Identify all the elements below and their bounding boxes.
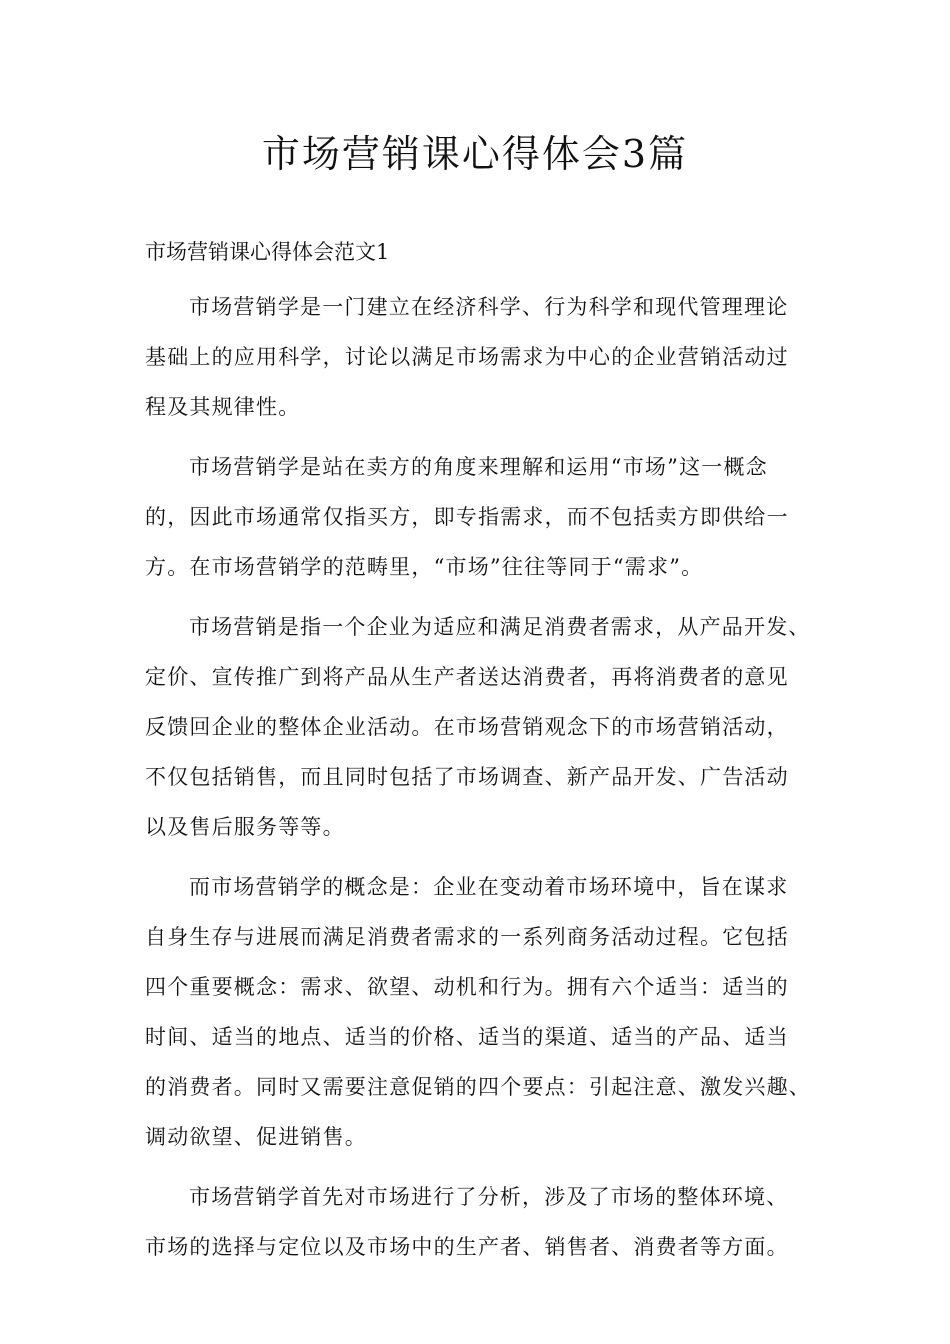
paragraph-line: 的，因此市场通常仅指买方，即专指需求，而不包括卖方即供给一 bbox=[145, 505, 789, 529]
paragraph-line: 以及售后服务等等。 bbox=[145, 815, 345, 839]
paragraph-line: 方。在市场营销学的范畴里，“市场”往往等同于“需求”。 bbox=[145, 555, 704, 579]
paragraph-line: 市场营销是指一个企业为适应和满足消费者需求，从产品开发、 bbox=[189, 615, 811, 639]
paragraph-line: 时间、适当的地点、适当的价格、适当的渠道、适当的产品、适当 bbox=[145, 1025, 789, 1049]
paragraph-2 bbox=[145, 442, 825, 592]
paragraph-line: 市场营销学首先对市场进行了分析，涉及了市场的整体环境、 bbox=[189, 1185, 789, 1209]
paragraph-line: 调动欲望、促进销售。 bbox=[145, 1125, 367, 1149]
document-title: 市场营销课心得体会3篇 bbox=[261, 132, 689, 176]
paragraph-line: 而市场营销学的概念是：企业在变动着市场环境中，旨在谋求 bbox=[189, 875, 789, 899]
paragraph-line: 程及其规律性。 bbox=[145, 395, 301, 419]
section-heading: 市场营销课心得体会范文1 bbox=[145, 240, 390, 264]
paragraph-line: 市场的选择与定位以及市场中的生产者、销售者、消费者等方面。 bbox=[145, 1235, 789, 1259]
paragraph-line: 反馈回企业的整体企业活动。在市场营销观念下的市场营销活动， bbox=[145, 715, 789, 739]
paragraph-line: 定价、宣传推广到将产品从生产者送达消费者，再将消费者的意见 bbox=[145, 665, 789, 689]
paragraph-line: 自身生存与进展而满足消费者需求的一系列商务活动过程。它包括 bbox=[145, 925, 789, 949]
paragraph-line: 市场营销学是站在卖方的角度来理解和运用“市场”这一概念 bbox=[189, 455, 768, 479]
document-body bbox=[145, 232, 825, 1282]
paragraph-4 bbox=[145, 862, 825, 1162]
paragraph-line: 四个重要概念：需求、欲望、动机和行为。拥有六个适当：适当的 bbox=[145, 975, 789, 999]
paragraph-line: 不仅包括销售，而且同时包括了市场调查、新产品开发、广告活动 bbox=[145, 765, 789, 789]
paragraph-line: 的消费者。同时又需要注意促销的四个要点：引起注意、激发兴趣、 bbox=[145, 1075, 811, 1099]
paragraph-1 bbox=[145, 282, 825, 432]
paragraph-line: 市场营销学是一门建立在经济科学、行为科学和现代管理理论 bbox=[189, 295, 789, 319]
paragraph-5 bbox=[145, 1172, 825, 1272]
paragraph-line: 基础上的应用科学，讨论以满足市场需求为中心的企业营销活动过 bbox=[145, 345, 789, 369]
paragraph-3 bbox=[145, 602, 825, 852]
